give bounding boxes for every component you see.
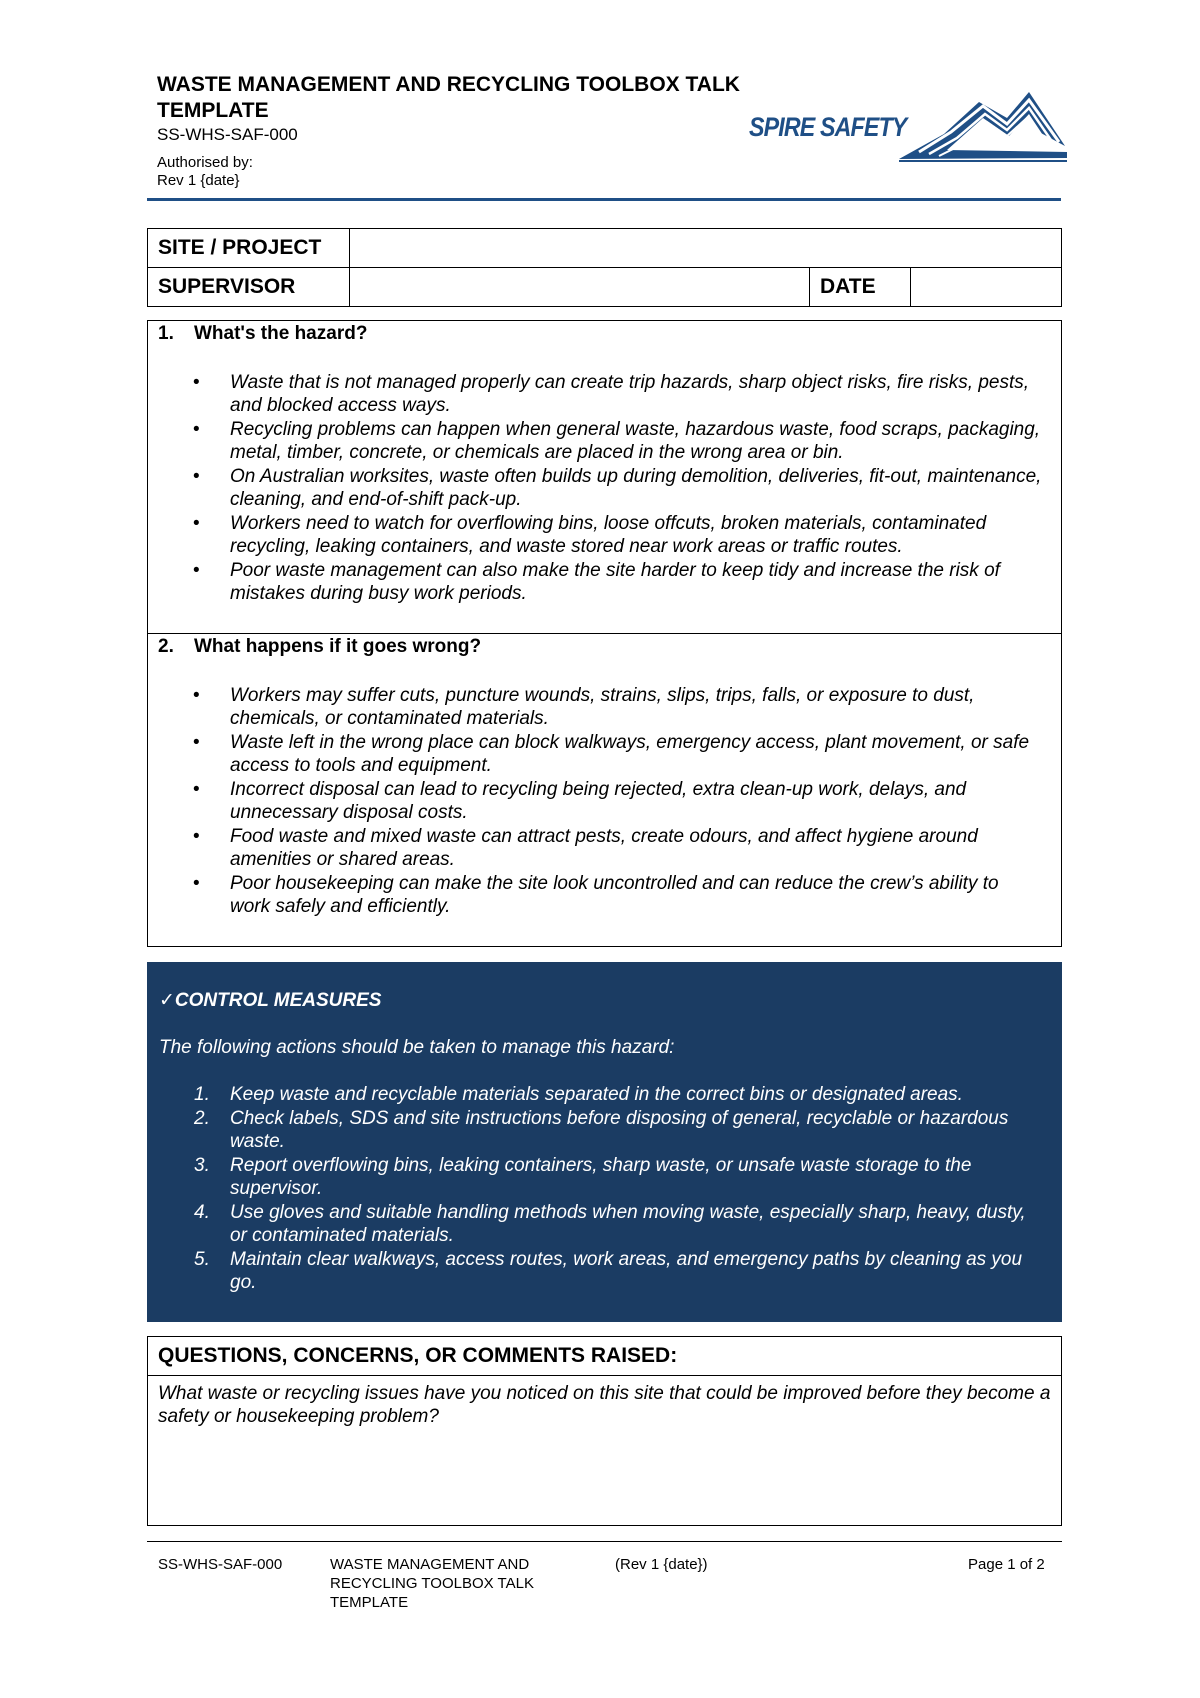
revision: Rev 1 {date} [157,172,240,189]
footer-doc-code: SS-WHS-SAF-000 [158,1556,283,1573]
list-item: • Waste left in the wrong place can block walkways, emergency access, plant movement, or safe access to tools and equipment. [148,731,1061,777]
document-header [157,72,1062,190]
date-label: DATE [810,268,911,307]
list-item: • Incorrect disposal can lead to recycling being rejected, extra clean-up work, delays, and unnecessary disposal costs. [148,778,1061,824]
list-item: • Food waste and mixed waste can attract pests, create odours, and affect hygiene around amenities or shared areas. [148,825,1061,871]
list-item: • Workers need to watch for overflowing bins, loose offcuts, broken materials, contaminated recycling, leaking containers, and waste stored near work areas or traffic routes. [148,512,1061,558]
item-number: 3. [194,1155,210,1176]
site-info-table [147,228,1062,307]
questions-title: QUESTIONS, CONCERNS, OR COMMENTS RAISED: [148,1337,1061,1376]
list-item: • Poor housekeeping can make the site look uncontrolled and can reduce the crew’s ability to work safely and efficiently. [148,872,1061,918]
control-measures-title: ✓CONTROL MEASURES [159,990,382,1011]
hazard-list [148,371,1061,605]
consequences-section [147,633,1062,947]
hazard-heading [148,321,1061,347]
list-item: • Waste that is not managed properly can create trip hazards, sharp object risks, fire risks, pests, and blocked access ways. [148,371,1061,417]
control-measures-list [147,1083,1062,1295]
item-text: Check labels, SDS and site instructions before disposing of general, recyclable or hazardous waste. [230,1108,1009,1152]
site-project-label: SITE / PROJECT [148,229,350,268]
item-text: Maintain clear walkways, access routes, work areas, and emergency paths by cleaning as you go. [230,1249,1023,1293]
consequences-heading [148,634,1061,660]
footer-title: WASTE MANAGEMENT AND RECYCLING TOOLBOX TALK TEMPLATE [330,1556,534,1611]
mountain-logo-icon [899,84,1069,164]
spire-safety-logo [749,84,1069,164]
item-text: Keep waste and recyclable materials separated in the correct bins or designated areas. [230,1084,963,1105]
supervisor-field[interactable] [350,268,810,307]
footer-page-number: Page 1 of 2 [968,1556,1045,1573]
list-item: • Workers may suffer cuts, puncture wounds, strains, slips, trips, falls, or exposure to dust, chemicals, or contaminated materials. [148,684,1061,730]
footer-revision: (Rev 1 {date}) [615,1556,708,1573]
item-number: 1. [194,1084,210,1105]
item-text: Report overflowing bins, leaking containers, sharp waste, or unsafe waste storage to the supervisor. [230,1155,972,1199]
supervisor-label: SUPERVISOR [148,268,350,307]
document-code: SS-WHS-SAF-000 [157,125,298,144]
list-item [147,1107,1062,1153]
item-number: 2. [194,1108,210,1129]
hazard-section [147,320,1062,634]
date-field[interactable] [911,268,1062,307]
header-divider [147,198,1061,201]
questions-section [147,1336,1062,1526]
item-number: 4. [194,1202,210,1223]
list-item [147,1248,1062,1294]
section-title: What's the hazard? [194,323,368,344]
control-measures-panel [147,962,1062,1322]
list-item [147,1083,1062,1106]
logo-text: SPIRE SAFETY [749,112,907,142]
footer-divider [147,1541,1062,1542]
authorised-by: Authorised by: [157,154,253,171]
document-title: WASTE MANAGEMENT AND RECYCLING TOOLBOX TALK TEMPLATE [157,73,740,122]
list-item [147,1201,1062,1247]
section-number: 2. [158,636,174,657]
item-number: 5. [194,1249,210,1270]
list-item: • On Australian worksites, waste often builds up during demolition, deliveries, fit-out, maintenance, cleaning, and end-of-shift pack-up. [148,465,1061,511]
list-item [147,1154,1062,1200]
consequences-list [148,684,1061,918]
list-item: • Poor waste management can also make the site harder to keep tidy and increase the risk of mistakes during busy work periods. [148,559,1061,605]
section-title: What happens if it goes wrong? [194,636,482,657]
section-number: 1. [158,323,174,344]
control-measures-intro: The following actions should be taken to manage this hazard: [159,1037,675,1058]
item-text: Use gloves and suitable handling methods when moving waste, especially sharp, heavy, dusty, or contaminated materials. [230,1202,1026,1246]
questions-prompt[interactable]: What waste or recycling issues have you noticed on this site that could be improved before they become a safety or housekeeping problem? [158,1383,1051,1427]
list-item: • Recycling problems can happen when general waste, hazardous waste, food scraps, packaging, metal, timber, concrete, or chemicals are placed in the wrong area or bin. [148,418,1061,464]
site-project-field[interactable] [350,229,1062,268]
